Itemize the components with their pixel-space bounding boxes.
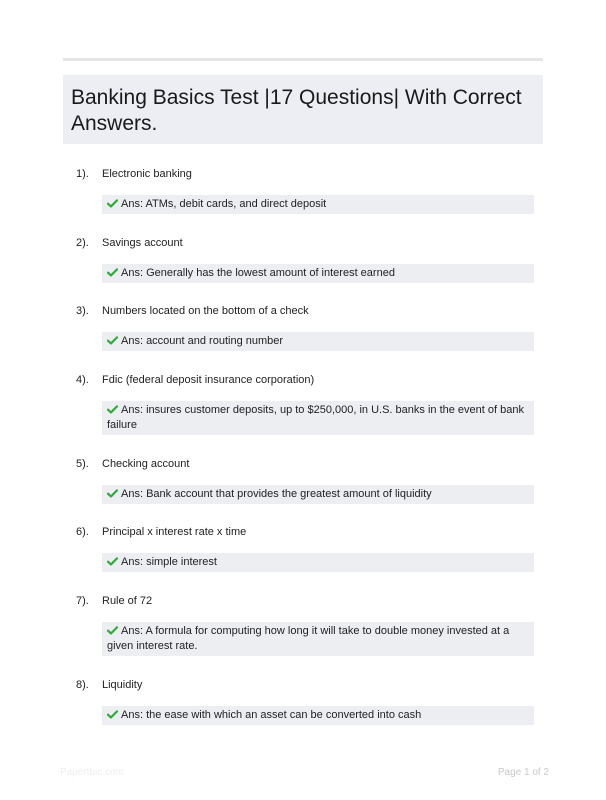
question-item	[76, 677, 536, 746]
check-icon	[107, 626, 118, 635]
title-banner	[63, 75, 543, 144]
question-number: 4).	[76, 373, 89, 386]
check-icon	[107, 557, 118, 566]
question-number: 1).	[76, 168, 89, 180]
answer-box	[102, 332, 534, 351]
question-text: Checking account	[102, 457, 190, 470]
question-number: 5).	[76, 457, 89, 470]
answer-text: Ans: A formula for computing how long it will take to double money invested at a given interest rate.	[107, 624, 510, 652]
question-item	[76, 456, 536, 525]
answer-text: Ans: Bank account that provides the greatest amount of liquidity	[121, 487, 432, 500]
question-item	[76, 235, 536, 304]
question-text: Electronic banking	[102, 168, 192, 180]
question-text: Numbers located on the bottom of a check	[102, 305, 309, 317]
question-item	[76, 303, 536, 372]
answer-box	[102, 622, 534, 656]
question-text: Rule of 72	[102, 594, 153, 607]
answer-box	[102, 264, 534, 283]
page-number: Page 1 of 2	[497, 767, 549, 778]
document-title: Banking Basics Test |17 Questions| With Correct Answers.	[71, 86, 522, 135]
check-icon	[107, 199, 118, 208]
question-number: 7).	[76, 594, 89, 607]
question-item	[76, 166, 536, 235]
answer-box	[102, 485, 534, 504]
question-text: Fdic (federal deposit insurance corporation)	[102, 373, 315, 386]
question-number: 8).	[76, 678, 89, 691]
question-text: Savings account	[102, 236, 183, 249]
answer-box	[102, 195, 534, 214]
question-item	[76, 593, 536, 677]
answer-text: Ans: insures customer deposits, up to $250,000, in U.S. banks in the event of bank failure	[107, 403, 524, 431]
answer-text: Ans: Generally has the lowest amount of interest earned	[121, 266, 395, 279]
question-list	[76, 166, 536, 745]
answer-text: Ans: ATMs, debit cards, and direct deposit	[121, 198, 327, 210]
top-divider	[63, 58, 543, 61]
question-number: 6).	[76, 526, 89, 538]
check-icon	[107, 336, 118, 345]
answer-box	[102, 553, 534, 572]
answer-box	[102, 401, 534, 435]
question-item	[76, 524, 536, 593]
question-text: Principal x interest rate x time	[102, 526, 247, 538]
footer-watermark: Papertbic.com	[60, 767, 124, 778]
question-number: 2).	[76, 236, 89, 249]
answer-text: Ans: simple interest	[121, 556, 217, 568]
question-text: Liquidity	[102, 678, 143, 691]
check-icon	[107, 710, 118, 719]
answer-text: Ans: the ease with which an asset can be converted into cash	[121, 708, 422, 721]
answer-text: Ans: account and routing number	[121, 335, 284, 347]
check-icon	[107, 405, 118, 414]
question-item	[76, 372, 536, 456]
check-icon	[107, 268, 118, 277]
question-number: 3).	[76, 305, 89, 317]
answer-box	[102, 706, 534, 725]
check-icon	[107, 489, 118, 498]
